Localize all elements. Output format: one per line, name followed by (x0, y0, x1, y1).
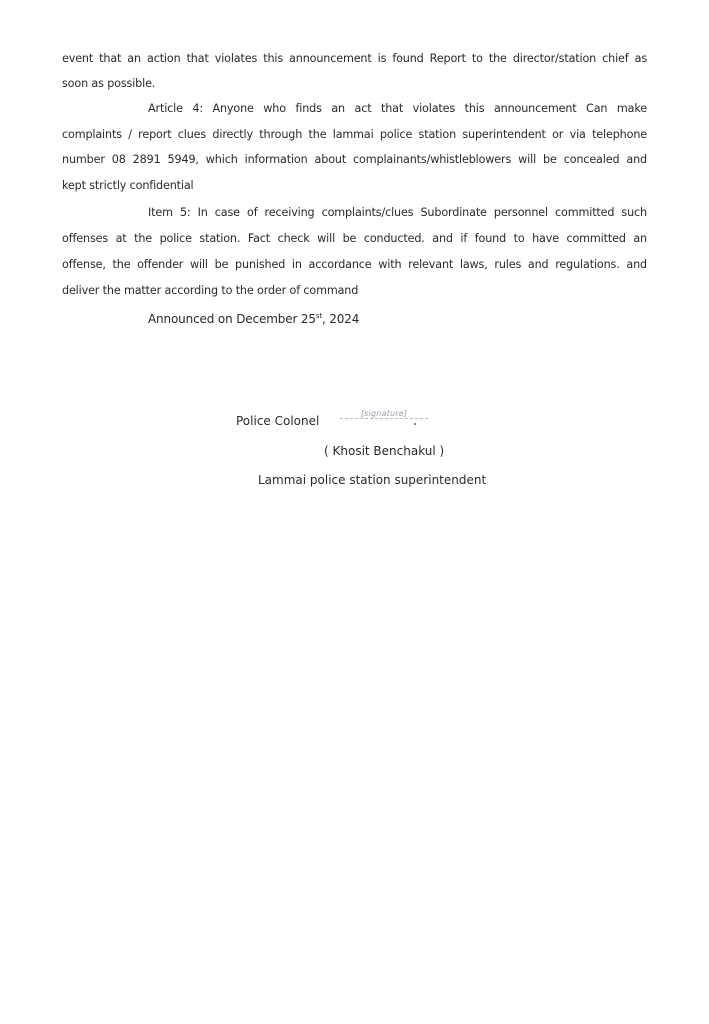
signature-dot-mark (414, 423, 416, 425)
article-4-heading-line: Article 4: Anyone who finds an act that violates this announcement Can make (148, 102, 647, 115)
body-line: offenses at the police station. Fact check will be conducted. and if found to have committed an (62, 232, 647, 245)
item-5-heading-line: Item 5: In case of receiving complaints/clues Subordinate personnel committed such (148, 206, 647, 219)
body-line: soon as possible. (62, 77, 156, 90)
body-line: offense, the offender will be punished in accordance with relevant laws, rules and regulations. and (62, 258, 647, 271)
signatory-name: ( Khosit Benchakul ) (324, 444, 445, 458)
signatory-rank: Police Colonel (236, 414, 320, 428)
body-line: kept strictly confidential (62, 179, 194, 192)
announcement-date-suffix: , 2024 (321, 312, 360, 326)
signature-placeholder: [signature] (340, 388, 428, 419)
body-line: deliver the matter according to the order of command (62, 284, 359, 297)
body-line: number 08 2891 5949, which information about complainants/whistleblowers will be concealed and (62, 153, 647, 166)
announcement-date (148, 312, 709, 326)
body-line: event that an action that violates this announcement is found Report to the director/station chief as (62, 52, 647, 65)
announcement-date-prefix: Announced on December 25 (148, 312, 316, 326)
signatory-title: Lammai police station superintendent (258, 473, 487, 487)
body-line: complaints / report clues directly through the lammai police station superintendent or via telephone (62, 128, 647, 141)
announcement-date-ordinal: st (315, 312, 322, 320)
